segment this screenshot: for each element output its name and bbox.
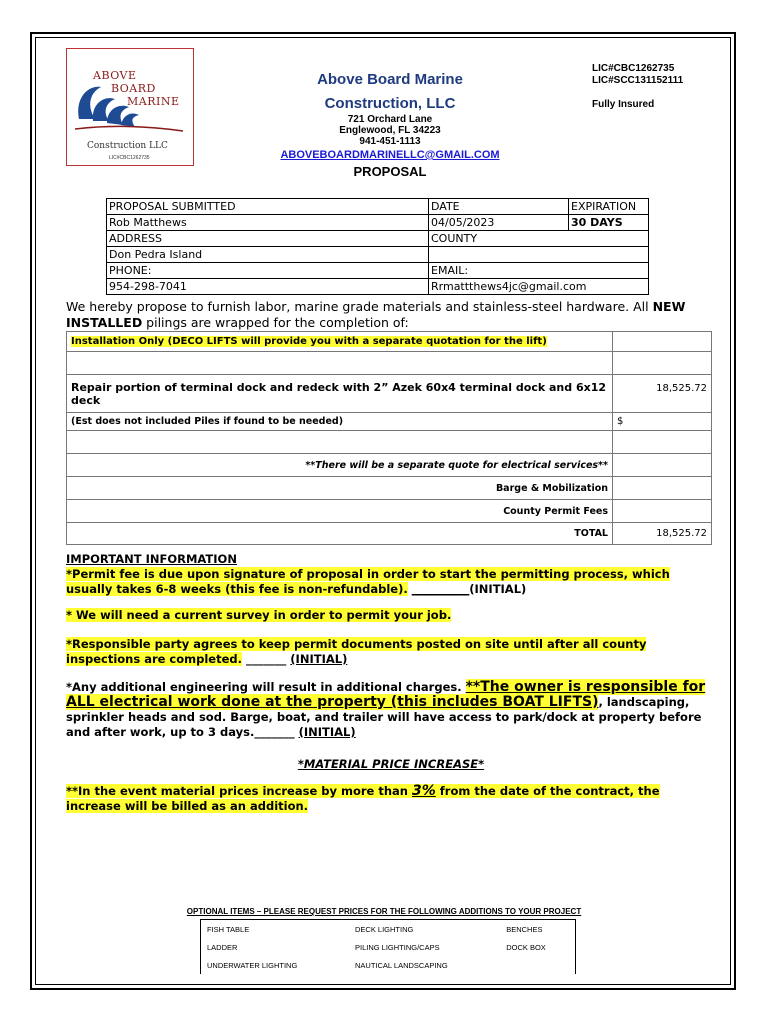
optional-item: DOCK BOX	[506, 942, 546, 952]
company-logo	[66, 48, 194, 166]
important-material-price	[66, 784, 716, 814]
scope-row-4-amount: $	[613, 413, 712, 431]
permit-docs-initial: (INITIAL)	[290, 652, 348, 666]
optional-item: LADDER	[207, 942, 238, 952]
scope-row-5	[67, 431, 613, 454]
county-label: COUNTY	[429, 231, 649, 247]
access-text: , landscaping, sprinkler heads and sod. Barge, boat, and trailer will have access to park/dock at property before and after work, up to 3 days.	[66, 695, 702, 739]
engineering-text: *Any additional engineering will result in additional charges.	[66, 680, 462, 694]
address-line1: 721 Orchard Lane	[347, 114, 433, 125]
important-permit-docs: *Responsible party agrees to keep permit documents posted on site until after all county inspections are completed. _______ (INITIAL)	[66, 637, 647, 666]
scope-row-8: County Permit Fees	[67, 500, 613, 523]
license-2: LIC#SCC131152111	[592, 75, 684, 86]
address-label: ADDRESS	[107, 231, 429, 247]
scope-row-1-amount	[613, 332, 712, 352]
company-email-link[interactable]: ABOVEBOARDMARINELLC@GMAIL.COM	[280, 149, 500, 161]
optional-item: FISH TABLE	[207, 924, 250, 934]
optional-item: BENCHES	[506, 924, 543, 934]
total-value: 18,525.72	[613, 523, 712, 545]
bottom-rule	[64, 984, 710, 985]
date-label: DATE	[429, 199, 569, 215]
survey-text: * We will need a current survey in order to permit your job.	[66, 608, 452, 622]
company-name-line2: Construction, LLC	[324, 95, 456, 112]
proposal-info-table	[106, 198, 649, 295]
intro-text-end: pilings are wrapped for the completion of:	[142, 315, 409, 330]
scope-table	[66, 331, 712, 545]
scope-row-7: Barge & Mobilization	[67, 477, 613, 500]
address-line2: Englewood, FL 34223	[339, 125, 441, 136]
electrical-responsibility-text: **The owner is responsible for ALL electrical work done at the property (this includes BOAT LIFTS)	[66, 679, 706, 710]
permit-fee-text: *Permit fee is due upon signature of proposal in order to start the permitting process, which usually takes 6-8 weeks (this fee is non-refundable).	[66, 567, 670, 596]
optional-item: UNDERWATER LIGHTING	[207, 960, 298, 970]
scope-row-1	[67, 332, 613, 352]
scope-row-4: (Est does not included Piles if found to be needed)	[67, 413, 613, 431]
scope-row-3: Repair portion of terminal dock and redeck with 2” Azek 60x4 terminal dock and 6x12 deck	[67, 375, 613, 413]
material-price-text: **In the event material prices increase by more than	[66, 784, 412, 798]
optional-items-title: OPTIONAL ITEMS – PLEASE REQUEST PRICES FOR THE FOLLOWING ADDITIONS TO YOUR PROJECT	[186, 907, 582, 916]
material-price-text-end: from the date of the contract, the increase will be billed as an addition.	[66, 784, 660, 813]
logo-subtitle: Construction LLC	[87, 141, 168, 151]
expiration-label: EXPIRATION	[569, 199, 649, 215]
scope-row-2	[67, 352, 613, 375]
phone-value: 954-298-7041	[107, 279, 429, 295]
important-survey	[66, 608, 716, 623]
material-price-percent: 3%	[412, 783, 436, 799]
submitted-value: Rob Matthews	[107, 215, 429, 231]
insured-note: Fully Insured	[592, 99, 655, 110]
engineering-initial: (INITIAL)	[298, 725, 356, 739]
intro-text: We hereby propose to furnish labor, marine grade materials and stainless-steel hardware. All	[66, 299, 653, 314]
scope-row-6: **There will be a separate quote for electrical services**	[67, 454, 613, 477]
optional-items-table	[200, 919, 576, 974]
intro-bold: NEW INSTALLED	[66, 299, 686, 330]
phone-label: PHONE:	[107, 263, 429, 279]
logo-line1: ABOVE	[93, 69, 137, 82]
logo-line3: MARINE	[127, 95, 180, 108]
optional-item: NAUTICAL LANDSCAPING	[355, 960, 448, 970]
license-1: LIC#CBC1262735	[592, 63, 675, 74]
logo-line2: BOARD	[111, 82, 156, 95]
scope-row-3-amount: 18,525.72	[613, 375, 712, 413]
intro-paragraph	[66, 299, 716, 331]
company-name-line1: Above Board Marine	[317, 71, 463, 88]
address-value: Don Pedra Island	[107, 247, 429, 263]
email-value: Rrmattthews4jc@gmail.com	[429, 279, 649, 295]
document-title: PROPOSAL	[353, 164, 427, 179]
company-phone: 941-451-1113	[359, 136, 421, 147]
important-title: IMPORTANT INFORMATION	[66, 552, 237, 566]
optional-item: DECK LIGHTING	[355, 924, 414, 934]
submitted-label: PROPOSAL SUBMITTED	[107, 199, 429, 215]
permit-docs-text: *Responsible party agrees to keep permit documents posted on site until after all county inspections are completed.	[66, 637, 647, 666]
expiration-value: 30 DAYS	[569, 215, 649, 231]
total-label: TOTAL	[67, 523, 613, 545]
important-permit-fee: *Permit fee is due upon signature of proposal in order to start the permitting process, which usually takes 6-8 weeks (this fee is non-refundable). __________(INITIAL)	[66, 567, 670, 596]
optional-item: PILING LIGHTING/CAPS	[355, 942, 440, 952]
email-label: EMAIL:	[429, 263, 649, 279]
logo-license: LIC#CBC1262735	[109, 155, 150, 161]
county-value	[429, 247, 649, 263]
important-engineering: *Any additional engineering will result in additional charges. **The owner is responsible for ALL electrical work done at the property (this includes BOAT LIFTS), landscaping, sprinkler heads and sod. Barge, boat, and trailer will have access to park/dock at property before and after work, up to 3 days._______ (INITIAL)	[66, 679, 706, 739]
optional-item	[500, 956, 575, 974]
date-value: 04/05/2023	[429, 215, 569, 231]
scope-row-1-text: Installation Only (DECO LIFTS will provide you with a separate quotation for the lift)	[71, 336, 547, 347]
permit-fee-initial: (INITIAL)	[469, 582, 527, 596]
material-price-increase-title: *MATERIAL PRICE INCREASE*	[297, 757, 485, 771]
